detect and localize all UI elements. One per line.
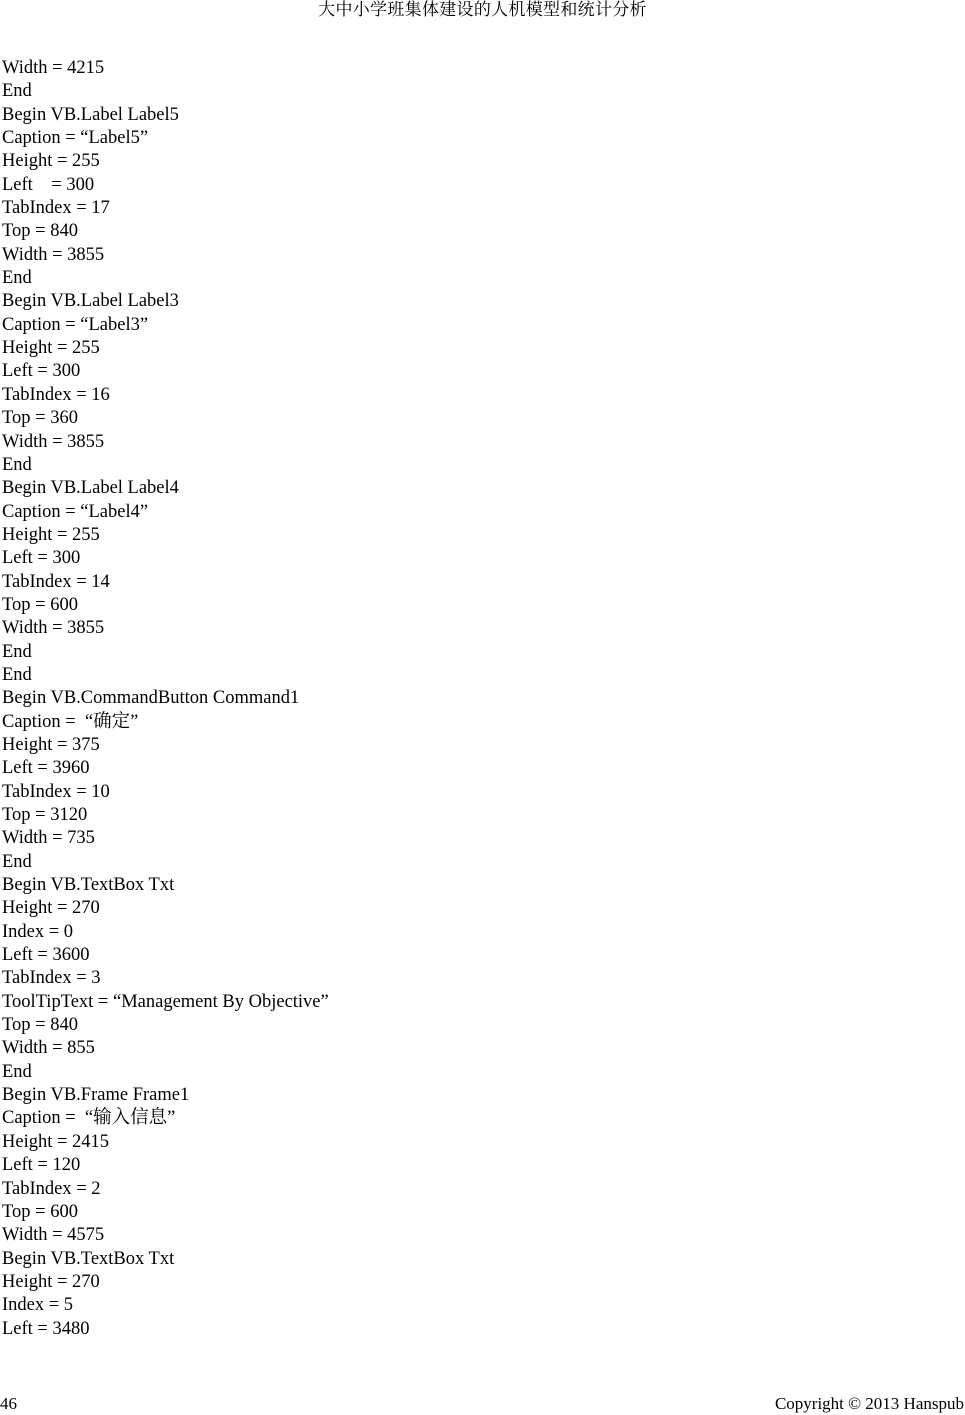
code-line: Left = 300: [2, 548, 81, 569]
code-line: Top = 840: [2, 221, 78, 242]
code-line: Caption = “Label3”: [2, 314, 149, 335]
code-line: TabIndex = 17: [2, 198, 110, 219]
code-line: Begin VB.Label Label3: [2, 291, 179, 312]
code-line: Height = 255: [2, 338, 100, 359]
code-line: End: [2, 851, 32, 872]
code-line: TabIndex = 16: [2, 384, 110, 405]
code-line: Caption = “确定”: [2, 711, 139, 732]
running-header: 大中小学班集体建设的人机模型和统计分析: [318, 0, 647, 19]
code-line: Top = 840: [2, 1015, 78, 1036]
code-line: Caption = “输入信息”: [2, 1108, 176, 1129]
code-line: Height = 270: [2, 1271, 100, 1292]
code-line: Top = 600: [2, 1201, 78, 1222]
code-line: Width = 3855: [2, 618, 105, 639]
code-line: End: [2, 1061, 32, 1082]
code-line: Height = 255: [2, 524, 100, 545]
code-line: Begin VB.Frame Frame1: [2, 1085, 190, 1106]
code-line: Width = 4575: [2, 1225, 105, 1246]
code-line: Left = 3480: [2, 1318, 90, 1339]
code-line: Begin VB.TextBox Txt: [2, 875, 175, 896]
code-line: Width = 3855: [2, 431, 105, 452]
copyright-notice: Copyright © 2013 Hanspub: [774, 1394, 964, 1413]
code-line: Height = 270: [2, 898, 100, 919]
code-line: Width = 855: [2, 1038, 95, 1059]
code-line: Width = 3855: [2, 244, 105, 265]
code-line: Begin VB.Label Label5: [2, 104, 179, 125]
code-line: Top = 600: [2, 594, 78, 615]
code-line: Height = 375: [2, 734, 100, 755]
code-line: Width = 735: [2, 828, 95, 849]
code-line: Left = 300: [2, 174, 95, 195]
code-line: Index = 0: [2, 921, 74, 942]
code-line: Height = 255: [2, 151, 100, 172]
code-line: Left = 120: [2, 1155, 81, 1176]
code-line: Caption = “Label4”: [2, 501, 149, 522]
code-line: Left = 3960: [2, 758, 90, 779]
code-line: Top = 3120: [2, 805, 88, 825]
code-line: TabIndex = 3: [2, 968, 101, 989]
code-line: Top = 360: [2, 408, 78, 429]
code-line: Height = 2415: [2, 1131, 110, 1152]
code-listing: [2, 57, 329, 1341]
code-line: Begin VB.TextBox Txt: [2, 1248, 175, 1269]
code-line: Left = 300: [2, 361, 81, 382]
code-line: Begin VB.Label Label4: [2, 478, 179, 499]
page-footer: [0, 1393, 965, 1415]
code-line: Begin VB.CommandButton Command1: [2, 688, 300, 709]
code-line: Index = 5: [2, 1295, 74, 1316]
code-line: TabIndex = 14: [2, 571, 110, 592]
code-line: Width = 4215: [2, 58, 105, 78]
code-line: End: [2, 664, 32, 685]
code-line: TabIndex = 2: [2, 1178, 101, 1199]
code-line: TabIndex = 10: [2, 781, 110, 802]
code-line: End: [2, 454, 32, 475]
page-number: 46: [0, 1394, 17, 1413]
code-line: ToolTipText = “Management By Objective”: [2, 991, 329, 1012]
code-line: End: [2, 268, 32, 289]
code-line: End: [2, 641, 32, 662]
code-line: Caption = “Label5”: [2, 128, 149, 149]
code-line: Left = 3600: [2, 945, 90, 966]
code-line: End: [2, 81, 32, 102]
